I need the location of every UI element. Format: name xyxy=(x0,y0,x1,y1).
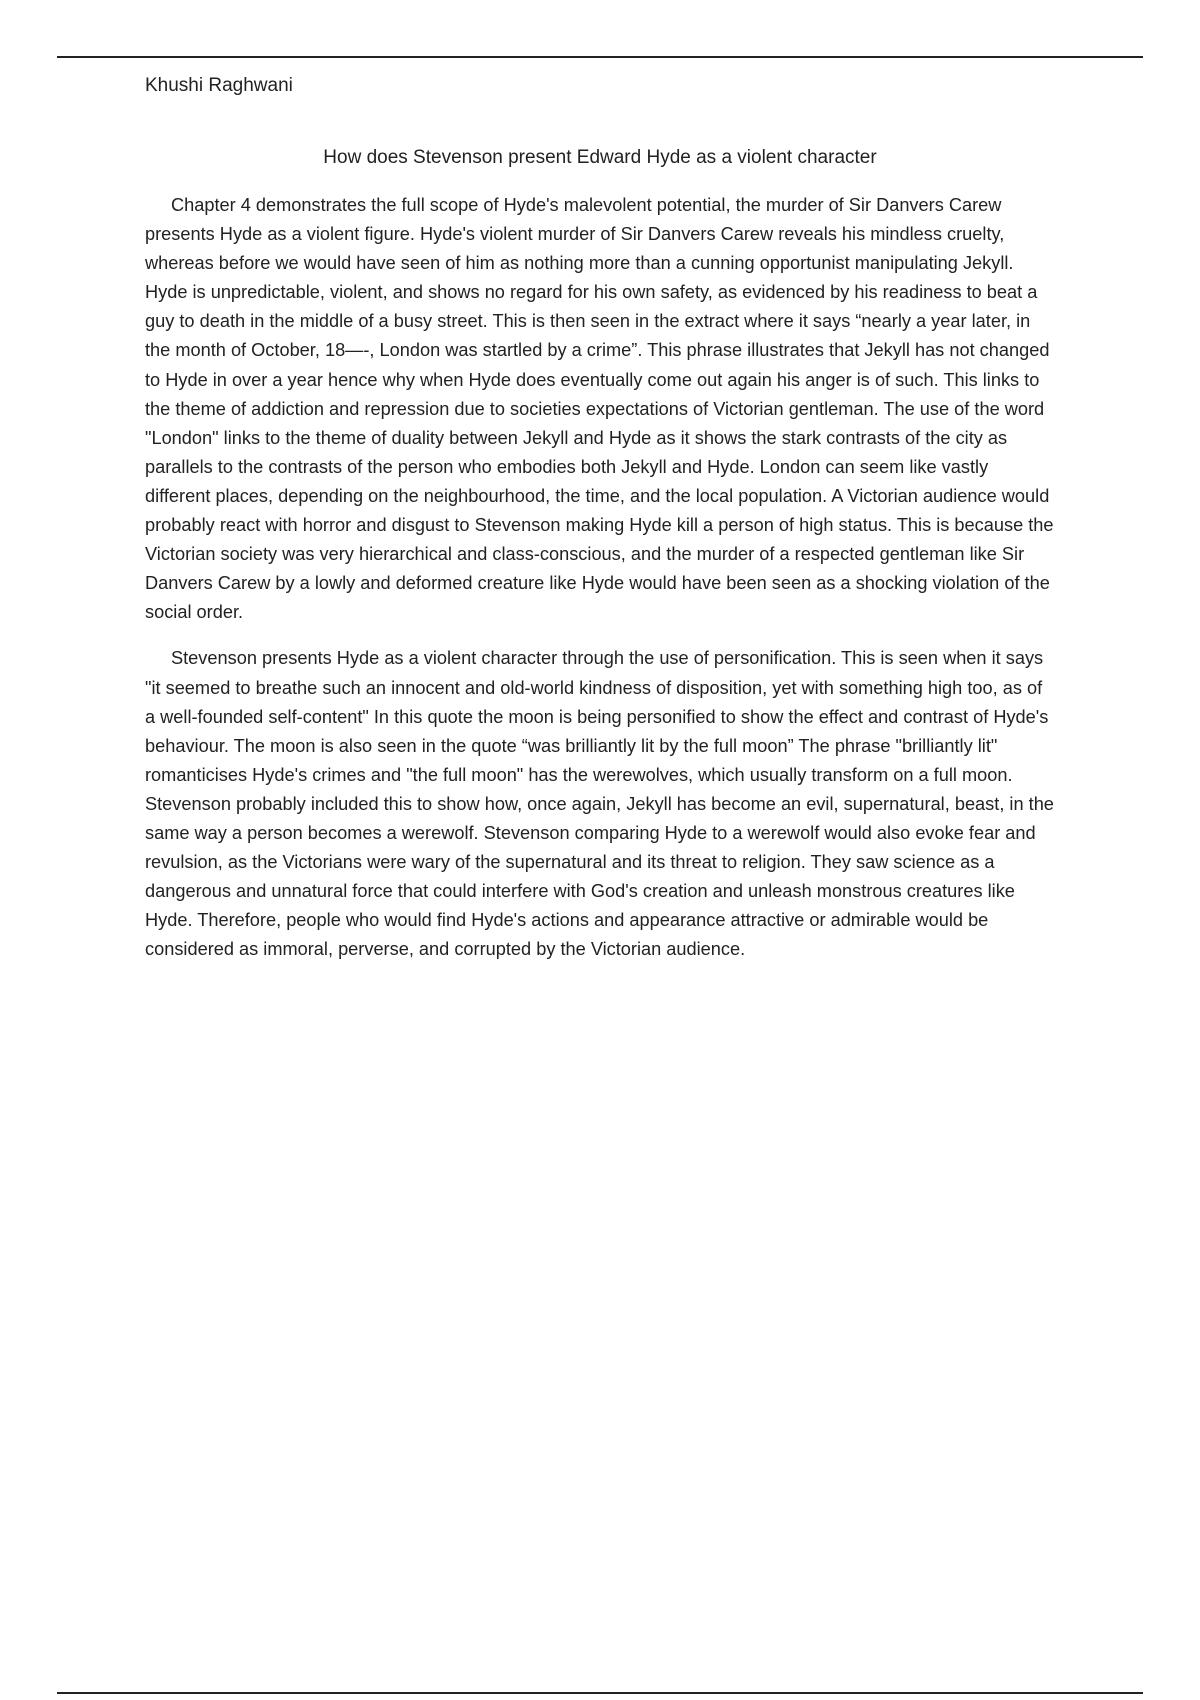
header-rule xyxy=(57,56,1143,58)
paragraph-2: Stevenson presents Hyde as a violent character through the use of personification. This is seen when it says "it seemed to breathe such an innocent and old-world kindness of disposition, yet with something high too, as of a well-founded self-content" In this quote the moon is being personified to show the effect and contrast of Hyde's behaviour. The moon is also seen in the quote “was brilliantly lit by the full moon” The phrase "brilliantly lit" romanticises Hyde's crimes and "the full moon" has the werewolves, which usually transform on a full moon. Stevenson probably included this to show how, once again, Jekyll has become an evil, supernatural, beast, in the same way a person becomes a werewolf. Stevenson comparing Hyde to a werewolf would also evoke fear and revulsion, as the Victorians were wary of the supernatural and its threat to religion. They saw science as a dangerous and unnatural force that could interfere with God's creation and unleash monstrous creatures like Hyde. Therefore, people who would find Hyde's actions and appearance attractive or admirable would be considered as immoral, perverse, and corrupted by the Victorian audience. xyxy=(145,648,1054,960)
essay-body xyxy=(145,191,1057,981)
footer-rule xyxy=(57,1692,1143,1694)
paragraph-1: Chapter 4 demonstrates the full scope of Hyde's malevolent potential, the murder of Sir Danvers Carew presents Hyde as a violent figure. Hyde's violent murder of Sir Danvers Carew reveals his mindless cruelty, whereas before we would have seen of him as nothing more than a cunning opportunist manipulating Jekyll. Hyde is unpredictable, violent, and shows no regard for his own safety, as evidenced by his readiness to beat a guy to death in the middle of a busy street. This is then seen in the extract where it says “nearly a year later, in the month of October, 18—-, London was startled by a crime”. This phrase illustrates that Jekyll has not changed to Hyde in over a year hence why when Hyde does eventually come out again his anger is of such. This links to the theme of addiction and repression due to societies expectations of Victorian gentleman. The use of the word "London" links to the theme of duality between Jekyll and Hyde as it shows the stark contrasts of the city as parallels to the contrasts of the person who embodies both Jekyll and Hyde. London can seem like vastly different places, depending on the neighbourhood, the time, and the local population. A Victorian audience would probably react with horror and disgust to Stevenson making Hyde kill a person of high status. This is because the Victorian society was very hierarchical and class-conscious, and the murder of a respected gentleman like Sir Danvers Carew by a lowly and deformed creature like Hyde would have been seen as a shocking violation of the social order. xyxy=(145,195,1054,623)
essay-title: How does Stevenson present Edward Hyde as a violent character xyxy=(323,147,877,168)
author-name: Khushi Raghwani xyxy=(145,75,293,96)
